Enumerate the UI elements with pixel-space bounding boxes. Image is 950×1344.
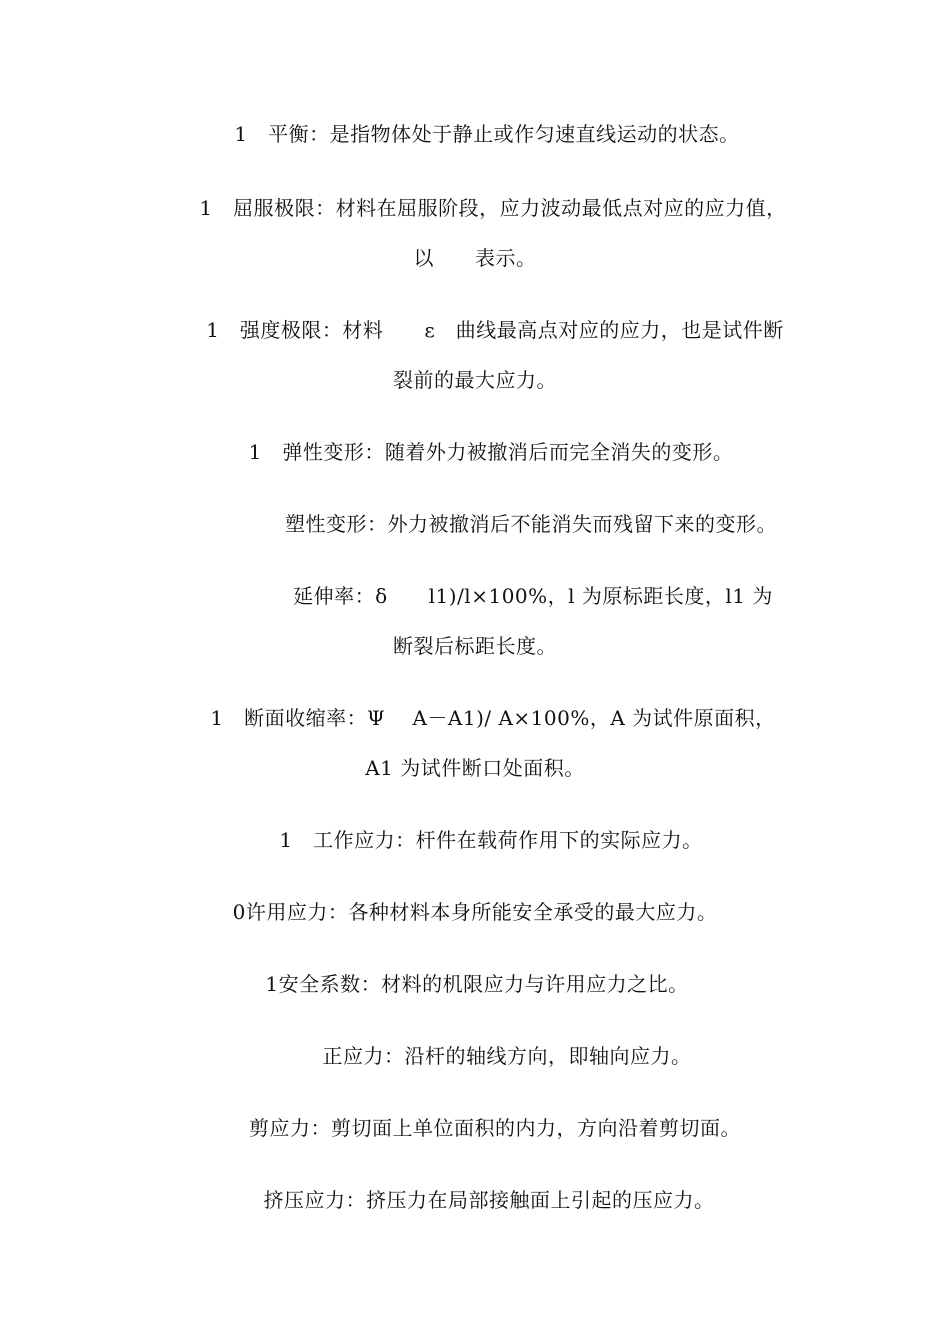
definition-yield-limit-cont: 以 表示。 (413, 246, 537, 270)
definition-allowable-stress: 0许用应力：各种材料本身所能安全承受的最大应力。 (232, 900, 718, 924)
definition-shear-stress: 剪应力：剪切面上单位面积的内力，方向沿着剪切面。 (249, 1116, 741, 1140)
definition-area-reduction: 1 断面收缩率：Ψ A－A1)/ A×100%，A 为试件原面积， (210, 706, 776, 730)
definition-elongation: 延伸率：δ l1)/l×100%，l 为原标距长度，l1 为 (293, 584, 773, 608)
definition-yield-limit: 1 屈服极限：材料在屈服阶段，应力波动最低点对应的应力值， (199, 196, 787, 220)
definition-strength-limit: 1 强度极限：材料 ε 曲线最高点对应的应力，也是试件断 (206, 318, 784, 342)
definition-working-stress: 1 工作应力：杆件在载荷作用下的实际应力。 (279, 828, 703, 852)
definition-safety-factor: 1安全系数：材料的机限应力与许用应力之比。 (265, 972, 689, 996)
definition-equilibrium: 1 平衡：是指物体处于静止或作匀速直线运动的状态。 (234, 122, 740, 146)
definition-plastic-deformation: 塑性变形：外力被撤消后不能消失而残留下来的变形。 (285, 512, 777, 536)
definition-elastic-deformation: 1 弹性变形：随着外力被撤消后而完全消失的变形。 (248, 440, 734, 464)
definition-area-reduction-cont: A1 为试件断口处面积。 (365, 756, 585, 780)
definition-strength-limit-cont: 裂前的最大应力。 (393, 368, 557, 392)
definition-bearing-stress: 挤压应力：挤压力在局部接触面上引起的压应力。 (263, 1188, 715, 1212)
definition-elongation-cont: 断裂后标距长度。 (393, 634, 557, 658)
definition-normal-stress: 正应力：沿杆的轴线方向，即轴向应力。 (322, 1044, 692, 1068)
